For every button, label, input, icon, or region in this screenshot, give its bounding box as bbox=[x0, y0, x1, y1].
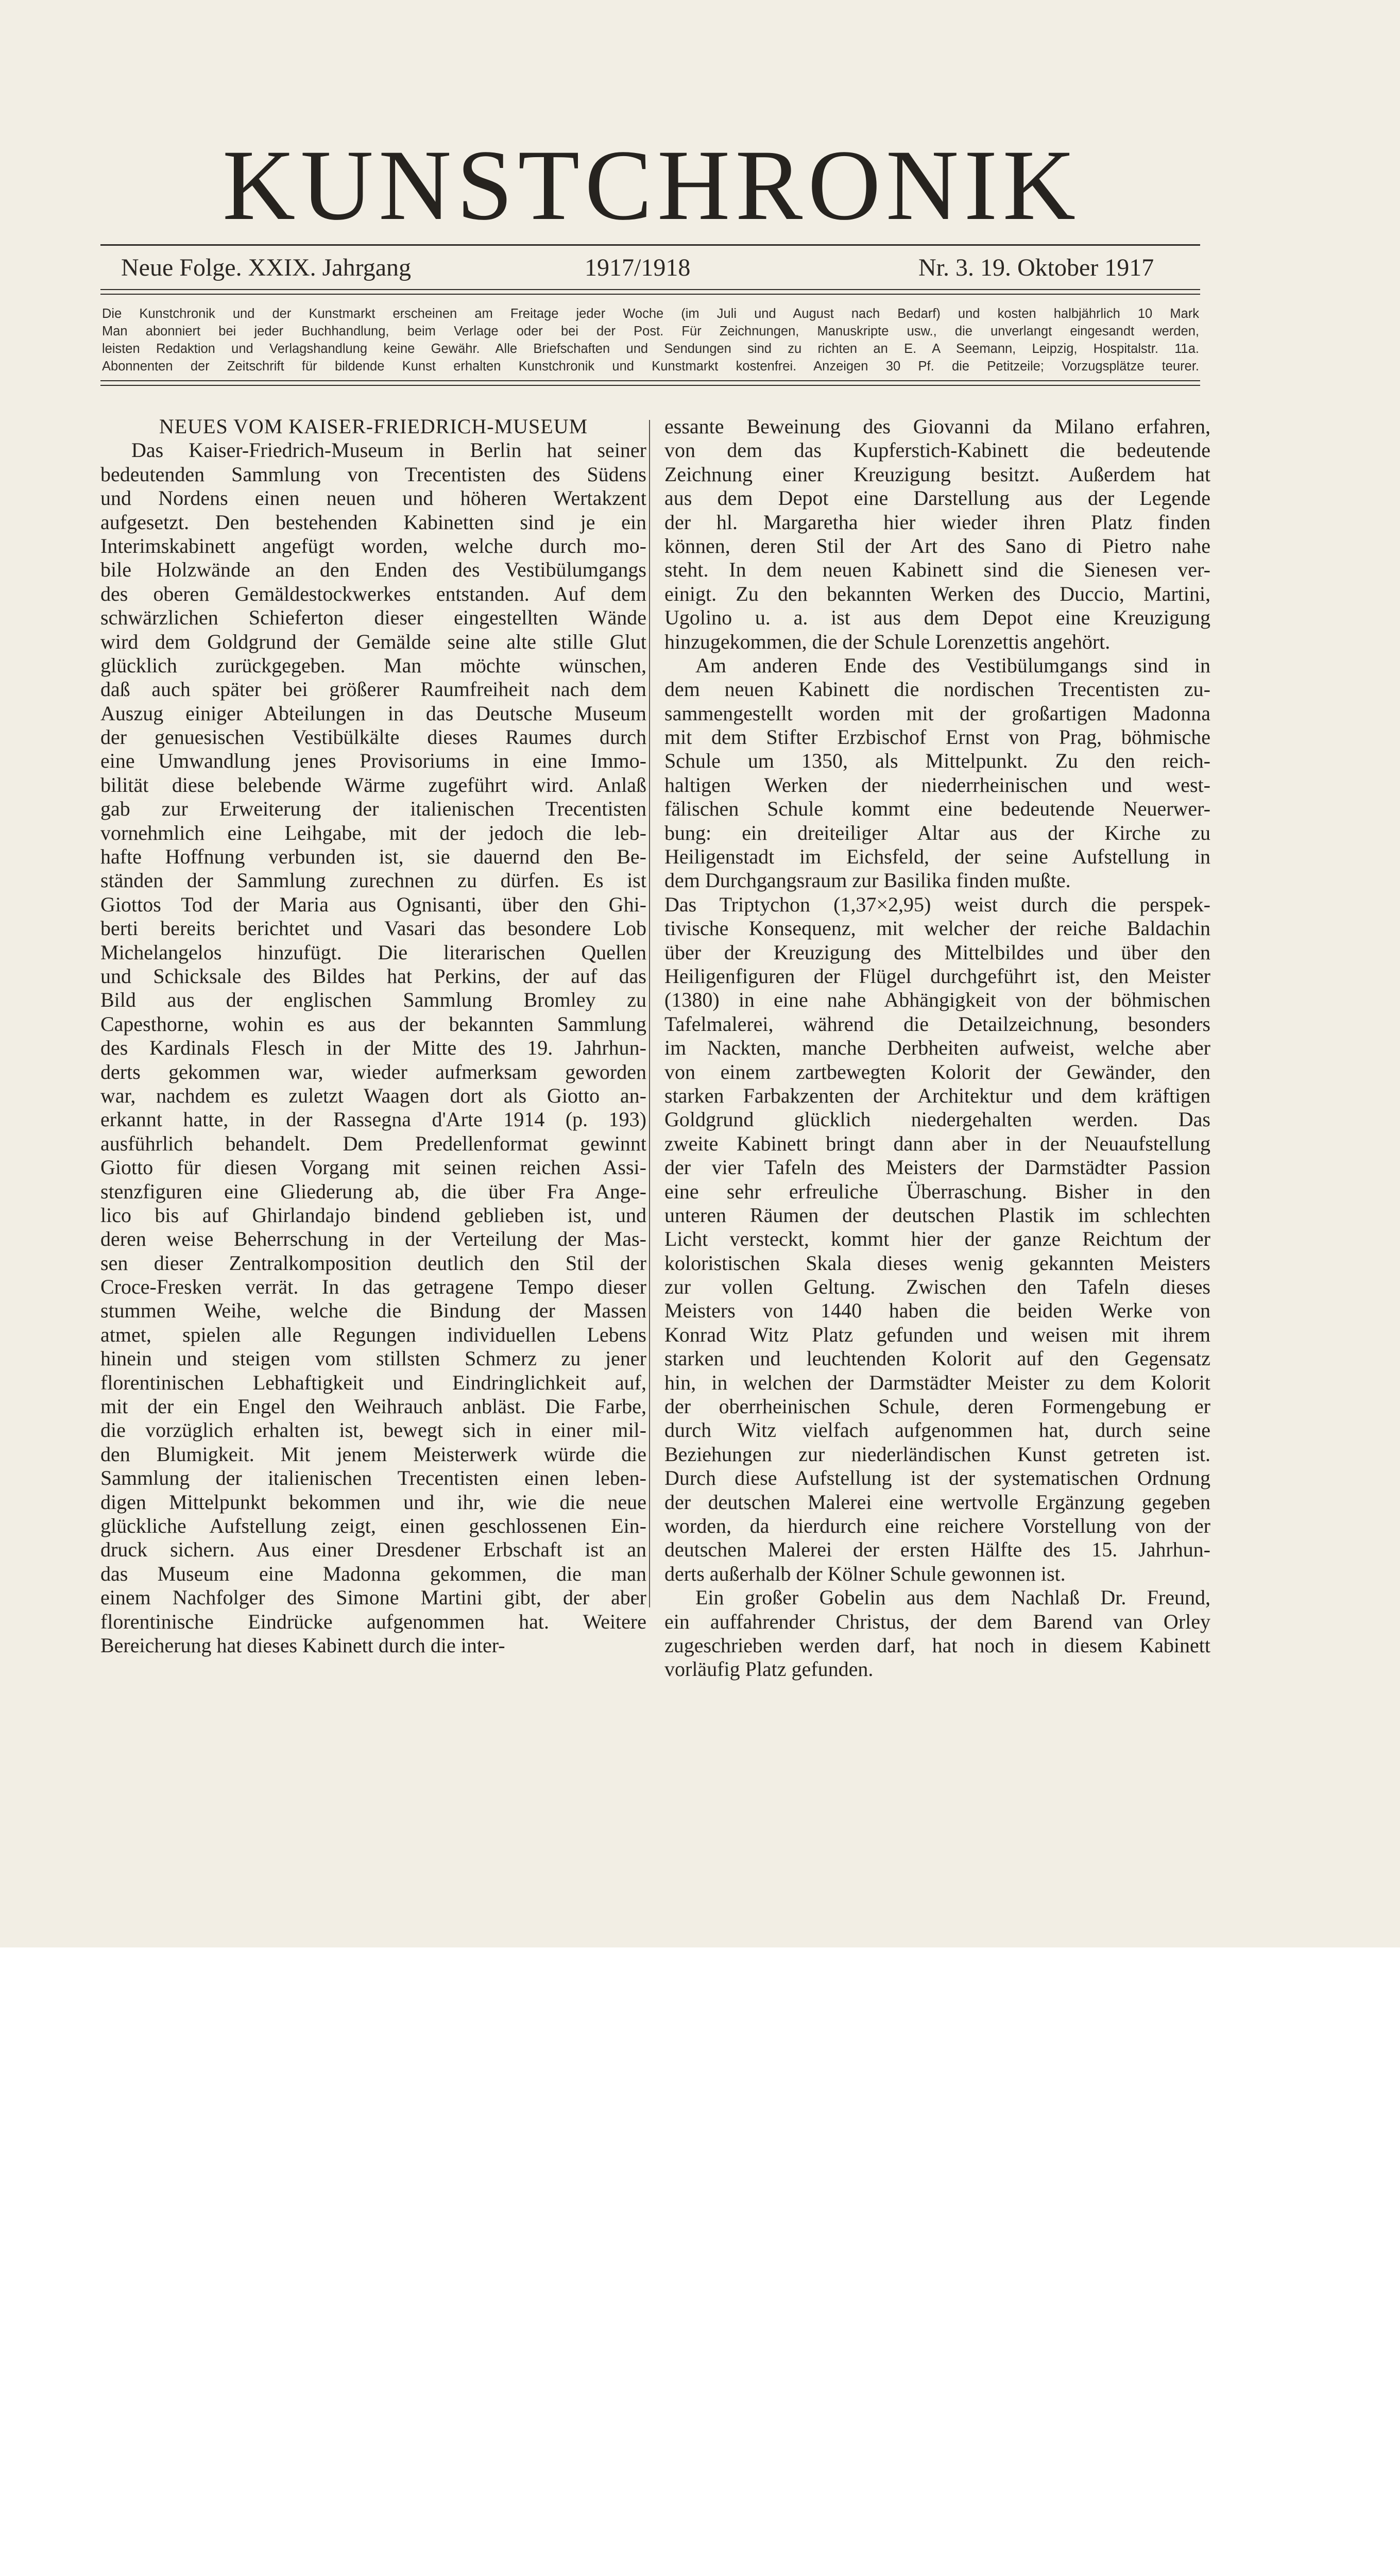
issue-years: 1917/1918 bbox=[585, 254, 691, 281]
article-line: eine Umwandlung jenes Provisoriums in eine Immo- bbox=[100, 749, 646, 773]
article-line: erkannt hatte, in der Rassegna d'Arte 1914 (p. 193) bbox=[100, 1108, 646, 1131]
article-line: Das Kaiser-Friedrich-Museum in Berlin hat seiner bbox=[131, 438, 646, 462]
article-line: deren weise Beherrschung in der Verteilung der Mas- bbox=[100, 1227, 646, 1251]
article-line: zugeschrieben werden darf, hat noch in diesem Kabinett bbox=[664, 1633, 1210, 1657]
article-line: Bild aus der englischen Sammlung Bromley zu bbox=[100, 988, 646, 1012]
article-line: zur vollen Geltung. Zwischen den Tafeln dieses bbox=[664, 1275, 1210, 1299]
article-line: über der Kreuzigung des Mittelbildes und über den bbox=[664, 940, 1210, 964]
issue-series: Neue Folge. XXIX. Jahrgang bbox=[121, 254, 411, 281]
notice-line: Die Kunstchronik und der Kunstmarkt erscheinen am Freitage jeder Woche (im Juli und August nach Bedarf) und kosten halbjährlich 10 Mark bbox=[102, 307, 1199, 321]
article-line: eine sehr erfreuliche Überraschung. Bisher in den bbox=[664, 1179, 1210, 1203]
article-line: das Museum eine Madonna gekommen, die man bbox=[100, 1562, 646, 1585]
article-line: war, nachdem es zuletzt Waagen dort als Giotto an- bbox=[100, 1083, 646, 1107]
masthead-title: KUNSTCHRONIK bbox=[222, 129, 1081, 241]
article-line: Interimskabinett angefügt worden, welche durch mo- bbox=[100, 534, 646, 557]
article-heading: NEUES VOM KAISER-FRIEDRICH-MUSEUM bbox=[159, 415, 588, 438]
article-line: Durch diese Aufstellung ist der systematischen Ordnung bbox=[664, 1466, 1210, 1490]
article-line: daß auch später bei größerer Raumfreiheit nach dem bbox=[100, 677, 646, 701]
article-line: im Nackten, manche Derbheiten aufweist, welche aber bbox=[664, 1036, 1210, 1060]
article-line: Konrad Witz Platz gefunden und weisen mit ihrem bbox=[664, 1323, 1210, 1346]
article-line: ein auffahrender Christus, der dem Barend van Orley bbox=[664, 1609, 1210, 1633]
article-column-right bbox=[664, 415, 1210, 1682]
article-line: dem neuen Kabinett die nordischen Trecentisten zu- bbox=[664, 677, 1210, 701]
article-line: den Blumigkeit. Mit jenem Meisterwerk würde die bbox=[100, 1442, 646, 1466]
article-line: mit dem Stifter Erzbischof Ernst von Prag, böhmische bbox=[664, 725, 1210, 749]
article-line: bile Holzwände an den Enden des Vestibülumgangs bbox=[100, 558, 646, 582]
masthead-rule-top bbox=[100, 244, 1200, 246]
column-divider bbox=[649, 420, 650, 1607]
article-line: essante Beweinung des Giovanni da Milano erfahren, bbox=[664, 415, 1210, 438]
article-line: die vorzüglich erhalten ist, bewegt sich in einer mil- bbox=[100, 1418, 646, 1442]
article-line: bedeutenden Sammlung von Trecentisten des Südens bbox=[100, 462, 646, 486]
article-line: hin, in welchen der Darmstädter Meister zu dem Kolorit bbox=[664, 1370, 1210, 1394]
article-line: unteren Räumen der deutschen Plastik im schlechten bbox=[664, 1203, 1210, 1227]
article-line: der deutschen Malerei eine wertvolle Ergänzung gegeben bbox=[664, 1490, 1210, 1514]
article-line: sammengestellt worden mit der großartigen Madonna bbox=[664, 701, 1210, 725]
article-line: atmet, spielen alle Regungen individuellen Lebens bbox=[100, 1323, 646, 1346]
article-line: zweite Kabinett bringt dann aber in der Neuaufstellung bbox=[664, 1131, 1210, 1155]
article-line: fälischen Schule kommt eine bedeutende Neuerwer- bbox=[664, 797, 1210, 821]
article-line: florentinischen Lebhaftigkeit und Eindringlichkeit auf, bbox=[100, 1370, 646, 1394]
notice-line: Abonnenten der Zeitschrift für bildende Kunst erhalten Kunstchronik und Kunstmarkt kostenfrei. Anzeigen 30 Pf. die Petitzeile; Vorzugsplätze teurer. bbox=[102, 359, 1199, 374]
notice-line: Man abonniert bei jeder Buchhandlung, beim Verlage oder bei der Post. Für Zeichnungen, Manuskripte usw., die unverlangt eingesandt werden, bbox=[102, 324, 1199, 338]
article-line: Das Triptychon (1,37×2,95) weist durch die perspek- bbox=[664, 892, 1210, 916]
article-line: Schule um 1350, als Mittelpunkt. Zu den reich- bbox=[664, 749, 1210, 773]
article-line: stummen Weihe, welche die Bindung der Massen bbox=[100, 1299, 646, 1323]
article-line: bilität diese belebende Wärme zugeführt wird. Anlaß bbox=[100, 773, 646, 796]
article-line: dem Durchgangsraum zur Basilika finden mußte. bbox=[664, 869, 1071, 892]
article-line: von dem das Kupferstich-Kabinett die bedeutende bbox=[664, 438, 1210, 462]
article-line: tivische Konsequenz, mit welcher der reiche Baldachin bbox=[664, 917, 1210, 940]
article-line: Beziehungen zur niederländischen Kunst getreten ist. bbox=[664, 1442, 1210, 1466]
article-line: der genuesischen Vestibülkälte dieses Raumes durch bbox=[100, 725, 646, 749]
article-line: Giottos Tod der Maria aus Ognisanti, über den Ghi- bbox=[100, 892, 646, 916]
article-line: können, deren Stil der Art des Sano di Pietro nahe bbox=[664, 534, 1210, 557]
article-line: ausführlich behandelt. Dem Predellenformat gewinnt bbox=[100, 1131, 646, 1155]
article-line: hinein und steigen vom stillsten Schmerz zu jener bbox=[100, 1347, 646, 1370]
article-line: der vier Tafeln des Meisters der Darmstädter Passion bbox=[664, 1156, 1210, 1179]
article-line: lico bis auf Ghirlandajo bindend geblieben ist, und bbox=[100, 1203, 646, 1227]
article-line: stenzfiguren eine Gliederung ab, die über Fra Ange- bbox=[100, 1179, 646, 1203]
notice-line: leisten Redaktion und Verlagshandlung keine Gewähr. Alle Briefschaften und Sendungen sind zu richten an E. A Seemann, Leipzig, Hospitalstr. 11a. bbox=[102, 342, 1199, 356]
notice-rule-2 bbox=[100, 385, 1200, 386]
article-line: glückliche Aufstellung zeigt, einen geschlossenen Ein- bbox=[100, 1514, 646, 1537]
article-line: druck sichern. Aus einer Dresdener Erbschaft ist an bbox=[100, 1538, 646, 1562]
article-line: Croce-Fresken verrät. In das getragene Tempo dieser bbox=[100, 1275, 646, 1299]
article-line: digen Mittelpunkt bekommen und ihr, wie die neue bbox=[100, 1490, 646, 1514]
article-column-left bbox=[100, 415, 646, 1657]
article-line: Zeichnung einer Kreuzigung besitzt. Außerdem hat bbox=[664, 462, 1210, 486]
article-line: durch Witz vielfach aufgenommen hat, durch seine bbox=[664, 1418, 1210, 1442]
issue-rule-1 bbox=[100, 289, 1200, 290]
article-line: und Schicksale des Bildes hat Perkins, der auf das bbox=[100, 964, 646, 988]
issue-rule-2 bbox=[100, 294, 1200, 295]
article-line: Michelangelos hinzufügt. Die literarischen Quellen bbox=[100, 940, 646, 964]
article-line: des Kardinals Flesch in der Mitte des 19. Jahrhun- bbox=[100, 1036, 646, 1060]
article-line: mit der ein Engel den Weihrauch anbläst. Die Farbe, bbox=[100, 1395, 646, 1418]
article-line: einigt. Zu den bekannten Werken des Duccio, Martini, bbox=[664, 582, 1210, 605]
article-line: ständen der Sammlung zurechnen zu dürfen. Es ist bbox=[100, 869, 646, 892]
article-line: einem Nachfolger des Simone Martini gibt, der aber bbox=[100, 1586, 646, 1609]
article-line: gab zur Erweiterung der italienischen Trecentisten bbox=[100, 797, 646, 821]
article-line: wird dem Goldgrund der Gemälde seine alte stille Glut bbox=[100, 630, 646, 653]
article-line: haltigen Werken der niederrheinischen und west- bbox=[664, 773, 1210, 796]
article-line: florentinische Eindrücke aufgenommen hat. Weitere bbox=[100, 1609, 646, 1633]
article-line: hafte Hoffnung verbunden ist, sie dauernd den Be- bbox=[100, 845, 646, 869]
article-line: deutschen Malerei der ersten Hälfte des 15. Jahrhun- bbox=[664, 1538, 1210, 1562]
notice-rule-1 bbox=[100, 380, 1200, 381]
article-line: Sammlung der italienischen Trecentisten einen leben- bbox=[100, 1466, 646, 1490]
article-line: Capesthorne, wohin es aus der bekannten Sammlung bbox=[100, 1012, 646, 1036]
issue-number-date: Nr. 3. 19. Oktober 1917 bbox=[918, 254, 1154, 281]
article-line: worden, da hierdurch eine reichere Vorstellung von der bbox=[664, 1514, 1210, 1537]
article-line: derts gekommen war, wieder aufmerksam geworden bbox=[100, 1060, 646, 1083]
article-line: Ugolino u. a. ist aus dem Depot eine Kreuzigung bbox=[664, 606, 1210, 630]
article-line: und Nordens einen neuen und höheren Wertakzent bbox=[100, 486, 646, 510]
article-line: vorläufig Platz gefunden. bbox=[664, 1657, 874, 1681]
article-line: derts außerhalb der Kölner Schule gewonnen ist. bbox=[664, 1562, 1066, 1585]
article-line: von einem zartbewegten Kolorit der Gewänder, den bbox=[664, 1060, 1210, 1083]
article-line: Tafelmalerei, während die Detailzeichnung, besonders bbox=[664, 1012, 1210, 1036]
article-line: Goldgrund glücklich niedergehalten werden. Das bbox=[664, 1108, 1210, 1131]
digitization-footer bbox=[0, 1947, 1400, 2053]
article-line: der oberrheinischen Schule, deren Formengebung er bbox=[664, 1395, 1210, 1418]
article-line: Heiligenstadt im Eichsfeld, der seine Aufstellung in bbox=[664, 845, 1210, 869]
article-line: starken und leuchtenden Kolorit auf den Gegensatz bbox=[664, 1347, 1210, 1370]
article-line: schwärzlichen Schieferton dieser eingestellten Wände bbox=[100, 606, 646, 630]
article-line: berti bereits berichtet und Vasari das besondere Lob bbox=[100, 917, 646, 940]
article-line: koloristischen Skala dieses wenig gekannten Meisters bbox=[664, 1251, 1210, 1275]
article-line: bung: ein dreiteiliger Altar aus der Kirche zu bbox=[664, 821, 1210, 844]
article-line: Ein großer Gobelin aus dem Nachlaß Dr. Freund, bbox=[695, 1586, 1210, 1609]
article-line: sen dieser Zentralkomposition deutlich den Stil der bbox=[100, 1251, 646, 1275]
article-line: Bereicherung hat dieses Kabinett durch die inter- bbox=[100, 1633, 505, 1657]
article-line: des oberen Gemäldestockwerkes entstanden. Auf dem bbox=[100, 582, 646, 605]
article-line: vornehmlich eine Leihgabe, mit der jedoch die leb- bbox=[100, 821, 646, 844]
article-line: Auszug einiger Abteilungen in das Deutsche Museum bbox=[100, 701, 646, 725]
article-line: hinzugekommen, die der Schule Lorenzettis angehört. bbox=[664, 630, 1111, 653]
article-line: starken Farbakzenten der Architektur und dem kräftigen bbox=[664, 1083, 1210, 1107]
article-line: Giotto für diesen Vorgang mit seinen reichen Assi- bbox=[100, 1156, 646, 1179]
article-line: aufgesetzt. Den bestehenden Kabinetten sind je ein bbox=[100, 510, 646, 534]
subscription-notice bbox=[102, 305, 1199, 375]
article-line: (1380) in eine nahe Abhängigkeit von der böhmischen bbox=[664, 988, 1210, 1012]
article-line: Meisters von 1440 haben die beiden Werke von bbox=[664, 1299, 1210, 1323]
article-line: steht. In dem neuen Kabinett sind die Sienesen ver- bbox=[664, 558, 1210, 582]
article-line: Heiligenfiguren der Flügel durchgeführt ist, den Meister bbox=[664, 964, 1210, 988]
article-line: Am anderen Ende des Vestibülumgangs sind in bbox=[695, 653, 1210, 677]
article-line: aus dem Depot eine Darstellung aus der Legende bbox=[664, 486, 1210, 510]
article-line: Licht versteckt, kommt hier der ganze Reichtum der bbox=[664, 1227, 1210, 1251]
article-line: der hl. Margaretha hier wieder ihren Platz finden bbox=[664, 510, 1210, 534]
article-line: glücklich zurückgegeben. Man möchte wünschen, bbox=[100, 653, 646, 677]
